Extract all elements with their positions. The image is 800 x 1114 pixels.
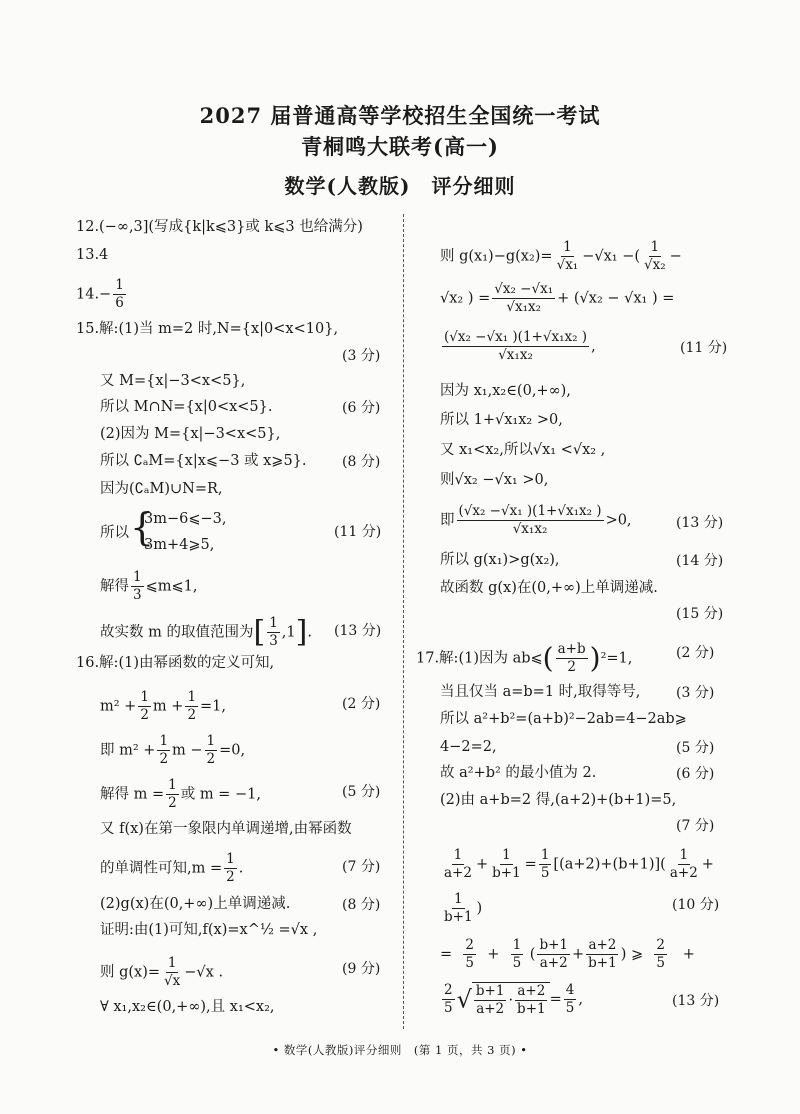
fraction: [442, 330, 589, 363]
fraction-denominator: a+2: [539, 954, 568, 971]
fraction-numerator: 1: [540, 847, 550, 863]
q17-line-7: [440, 848, 714, 881]
term: .: [238, 860, 244, 877]
term: 即: [440, 512, 455, 529]
points: (7 分): [342, 859, 381, 875]
q17-line-5: 故 a²+b² 的最小值为 2.: [440, 765, 597, 781]
term: + (√x₂ − √x₁ ) =: [557, 290, 675, 307]
fraction-denominator: 2: [206, 750, 216, 767]
term: =1,: [200, 698, 227, 715]
fraction-numerator: 1: [167, 955, 177, 971]
q16-r10: 故函数 g(x)在(0,+∞)上单调递减.: [440, 580, 658, 596]
term: √x₂ ) =: [440, 290, 491, 307]
term: +: [701, 856, 714, 873]
fraction-denominator: 5: [540, 864, 550, 881]
q16-r4: 因为 x₁,x₂∈(0,+∞),: [440, 383, 571, 399]
term: −√x .: [184, 964, 224, 981]
fraction-numerator: a+b: [557, 641, 586, 657]
points: (9 分): [342, 961, 381, 977]
fraction-denominator: √x₁x₂: [506, 298, 542, 315]
points: (6 分): [676, 766, 715, 782]
points: (13 分): [334, 623, 382, 639]
fraction-numerator: 1: [226, 851, 235, 867]
fraction: [157, 734, 170, 767]
fraction: [668, 848, 700, 881]
fraction-denominator: √x₁x₂: [512, 520, 548, 537]
fraction: [113, 278, 126, 311]
fraction: [224, 852, 237, 885]
fraction: [442, 848, 474, 881]
q17-line-4: 4−2=2,: [440, 739, 497, 755]
fraction-numerator: 1: [650, 239, 660, 255]
term: [(a+2)+(b+1)](: [553, 856, 666, 873]
fraction-denominator: 2: [140, 706, 149, 723]
q16-line-monotonic: 又 f(x)在第一象限内单调递增,由幂函数: [100, 821, 352, 837]
fraction: [131, 570, 144, 603]
fraction-denominator: 2: [168, 794, 177, 811]
fraction-numerator: (√x₂ −√x₁ )(1+√x₁x₂ ): [444, 329, 588, 345]
fraction-numerator: 1: [453, 891, 463, 907]
fraction-denominator: √x₁: [556, 256, 579, 273]
fraction-numerator: 1: [206, 733, 216, 749]
fraction-denominator: 3: [133, 586, 142, 603]
fraction-denominator: b+1: [444, 908, 473, 925]
fraction-numerator: 1: [187, 689, 197, 705]
fraction-numerator: 1: [168, 777, 177, 793]
fraction-denominator: 5: [465, 954, 474, 971]
term: +: [475, 856, 489, 873]
range-label: 故实数 m 的取值范围为: [100, 624, 254, 641]
fraction-denominator: 2: [567, 658, 576, 675]
bracket-left: [: [253, 614, 266, 650]
fraction-numerator: a+2: [588, 937, 617, 953]
fraction: [539, 848, 552, 881]
q16-r6: 又 x₁<x₂,所以√x₁ <√x₂ ,: [440, 442, 606, 458]
points: (3 分): [342, 348, 381, 364]
q15-conclusion: 故实数 m 的取值范围为[ $\frac{1}{3}$ ,1].: [100, 614, 312, 650]
fraction: [185, 690, 198, 723]
answer-14-prefix: 14.−: [76, 286, 112, 303]
solve-label: 解得: [100, 578, 129, 595]
fraction-numerator: 1: [115, 277, 124, 293]
fraction-denominator: 6: [115, 294, 124, 311]
so-label: 所以: [100, 525, 129, 541]
points: (13 分): [676, 515, 724, 531]
points: (15 分): [676, 606, 724, 622]
points: (8 分): [342, 454, 381, 470]
range-upper: ,1: [281, 624, 296, 641]
fraction-numerator: 1: [140, 689, 149, 705]
term: ⩾: [630, 946, 644, 963]
term: +: [682, 946, 695, 963]
q16-proof: 证明:由(1)可知,f(x)=x^½ =√x ,: [100, 922, 318, 938]
q16-equation-2: [100, 734, 245, 767]
fraction: [654, 938, 667, 971]
term: 或 m = −1,: [180, 786, 261, 803]
q15-line-3: 所以 M∩N={x|0<x<5}.: [100, 399, 273, 415]
q17-line-2: 当且仅当 a=b=1 时,取得等号,: [440, 684, 641, 700]
term: 则 g(x₁)−g(x₂)=: [440, 248, 553, 265]
points: (10 分): [672, 897, 720, 913]
term: >0,: [605, 512, 632, 529]
q15-line-4: (2)因为 M={x|−3<x<5},: [100, 426, 281, 442]
q16-part2: (2)g(x)在(0,+∞)上单调递减.: [100, 896, 291, 912]
fraction: [138, 690, 151, 723]
fraction: [474, 984, 507, 1017]
term: =: [440, 946, 453, 963]
inequality-1: 3m−6⩽−3,: [144, 511, 227, 527]
q16-line-1: 16.解:(1)由幂函数的定义可知,: [76, 655, 275, 671]
fraction-numerator: 1: [159, 733, 169, 749]
fraction-denominator: 2: [159, 750, 169, 767]
fraction-denominator: a+2: [476, 1000, 505, 1017]
fraction-numerator: √x₂ −√x₁: [494, 281, 554, 297]
term: ²=1,: [600, 650, 633, 667]
fraction-denominator: 5: [444, 999, 453, 1016]
points: (3 分): [676, 685, 715, 701]
fraction-numerator: (√x₂ −√x₁ )(1+√x₁x₂ ): [458, 503, 602, 519]
paren-left: (: [542, 641, 554, 675]
fraction-numerator: a+2: [517, 983, 546, 999]
fraction: [162, 956, 182, 989]
fraction: [555, 240, 581, 273]
fraction: [564, 983, 577, 1016]
term: 解得 m =: [100, 786, 165, 803]
fraction-numerator: 1: [453, 847, 463, 863]
fraction: [537, 938, 570, 971]
fraction-denominator: 5: [565, 999, 575, 1016]
fraction-numerator: 4: [565, 982, 575, 998]
points: (5 分): [676, 740, 715, 756]
q16-r8: [440, 504, 632, 537]
fraction-numerator: 2: [444, 982, 453, 998]
q16-diff-2: [440, 282, 674, 315]
term: +: [487, 946, 500, 963]
term: 即 m² +: [100, 742, 156, 759]
fraction-denominator: 5: [656, 954, 665, 971]
term: 17.解:(1)因为 ab⩽: [416, 650, 543, 667]
page-footer: • 数学(人教版)评分细则 (第 1 页，共 3 页) •: [272, 1043, 528, 1057]
exam-subtitle: 青桐鸣大联考(高一): [301, 134, 499, 159]
fraction-numerator: b+1: [539, 937, 568, 953]
q17-line-9: = $\frac{2}{5}$ + $\frac{1}{5}$ ( $\frac{b+1}{a+2}$ + $\frac{a+2}{b+1}$ ) ⩾ $\frac{2}{5}$ +: [440, 937, 695, 971]
q16-r5: 所以 1+√x₁x₂ >0,: [440, 412, 563, 428]
fraction-denominator: 2: [187, 706, 197, 723]
fraction: [586, 938, 619, 971]
q16-g-def: [100, 956, 223, 989]
answer-12: 12.(−∞,3](写成{k|k⩽3}或 k⩽3 也给满分): [76, 219, 363, 235]
fraction: [442, 892, 475, 925]
column-divider: [403, 214, 404, 1029]
term: ·: [508, 992, 514, 1009]
fraction: [205, 734, 218, 767]
term: =: [549, 991, 562, 1008]
q17-line-8: $\frac{1}{b+1}$ ): [444, 891, 483, 925]
points: (8 分): [342, 897, 381, 913]
fraction-denominator: 5: [512, 954, 522, 971]
fraction: [515, 984, 548, 1017]
fraction: [457, 504, 604, 537]
fraction-numerator: b+1: [475, 983, 505, 999]
term: −: [669, 248, 682, 265]
answer-14: [76, 278, 128, 311]
q15-line-1: 15.解:(1)当 m=2 时,N={x|0<x<10},: [76, 321, 339, 337]
fraction-numerator: 1: [502, 847, 511, 863]
fraction-numerator: 1: [563, 239, 572, 255]
fraction: [442, 983, 455, 1016]
q15-line-2: 又 M={x|−3<x<5},: [100, 373, 246, 389]
q17-line-1: [416, 642, 632, 675]
term: =0,: [219, 742, 246, 759]
fraction: [492, 282, 555, 315]
fraction: [642, 240, 668, 273]
fraction: [267, 616, 280, 649]
fraction-denominator: a+2: [669, 864, 698, 881]
term: m² +: [100, 698, 137, 715]
points: (11 分): [680, 340, 728, 356]
fraction-denominator: 3: [269, 632, 278, 649]
term: −√x₁ −(: [582, 248, 641, 265]
fraction: [556, 642, 588, 675]
fraction-numerator: 2: [656, 937, 665, 953]
exam-title: 2027 届普通高等学校招生全国统一考试: [199, 103, 601, 128]
solve-range: ⩽m⩽1,: [145, 578, 198, 595]
q16-m-value: [100, 852, 243, 885]
bracket-right: ]: [295, 614, 308, 650]
q16-solve: [100, 778, 261, 811]
fraction: [490, 848, 523, 881]
points: (14 分): [676, 553, 724, 569]
fraction-numerator: 2: [465, 937, 474, 953]
fraction-numerator: 1: [269, 615, 278, 631]
fraction-denominator: 2: [226, 868, 235, 885]
q17-line-3: 所以 a²+b²=(a+b)²−2ab=4−2ab⩾: [440, 711, 687, 727]
fraction-denominator: a+2: [444, 864, 472, 881]
q16-diff-1: [440, 240, 682, 273]
points: (6 分): [342, 400, 381, 416]
sqrt-body: [472, 982, 550, 1017]
inequality-2: 3m+4⩾5,: [144, 537, 215, 553]
points: (13 分): [672, 993, 720, 1009]
points: (11 分): [334, 524, 382, 540]
q17-line-6: (2)由 a+b=2 得,(a+2)+(b+1)=5,: [440, 792, 677, 808]
points: (5 分): [342, 784, 381, 800]
q16-forall: ∀ x₁,x₂∈(0,+∞),且 x₁<x₂,: [100, 999, 275, 1015]
paren-right: ): [589, 641, 601, 675]
fraction-numerator: 1: [512, 937, 522, 953]
fraction-denominator: b+1: [517, 1000, 546, 1017]
answer-13: 13.4: [76, 247, 109, 263]
q16-r7: 则√x₂ −√x₁ >0,: [440, 472, 549, 488]
fraction-denominator: √x₂: [644, 256, 666, 273]
term: 的单调性可知,m =: [100, 860, 223, 877]
fraction: [511, 938, 524, 971]
points: (7 分): [676, 818, 715, 834]
q16-diff-3: $\frac{\text{(√x₂ −√x₁ )(1+√x₁x₂ )}}{\text{√x₁x₂}}$ ,: [444, 329, 596, 363]
fraction-denominator: b+1: [492, 864, 521, 881]
fraction: [166, 778, 179, 811]
q15-line-5: 所以 ∁ₐM={x|x⩽−3 或 x⩾5}.: [100, 453, 307, 469]
q15-solve: [100, 570, 197, 603]
fraction-numerator: 1: [679, 847, 689, 863]
q17-line-10: $\frac{2}{5}$ √ $\frac{b+1}{a+2}$ · $\frac{a+2}{b+1}$ = $\frac{4}{5}$ ,: [444, 982, 583, 1017]
q16-r9: 所以 g(x₁)>g(x₂),: [440, 552, 560, 568]
fraction-numerator: 1: [133, 569, 142, 585]
fraction-denominator: √x₁x₂: [498, 346, 533, 363]
scoring-title: 数学(人教版) 评分细则: [284, 174, 516, 198]
q16-equation-1: [100, 690, 226, 723]
q15-line-6: 因为(∁ₐM)∪N=R,: [100, 481, 223, 497]
term: m −: [172, 742, 203, 759]
fraction-denominator: b+1: [588, 954, 617, 971]
term: =: [524, 856, 537, 873]
points: (2 分): [676, 645, 715, 661]
points: (2 分): [342, 696, 381, 712]
fraction: [463, 938, 476, 971]
term: 则 g(x)=: [100, 964, 161, 981]
fraction-denominator: √x: [164, 972, 181, 989]
term: m +: [152, 698, 184, 715]
sqrt-sign: √: [456, 985, 472, 1014]
brace: {: [130, 505, 155, 549]
